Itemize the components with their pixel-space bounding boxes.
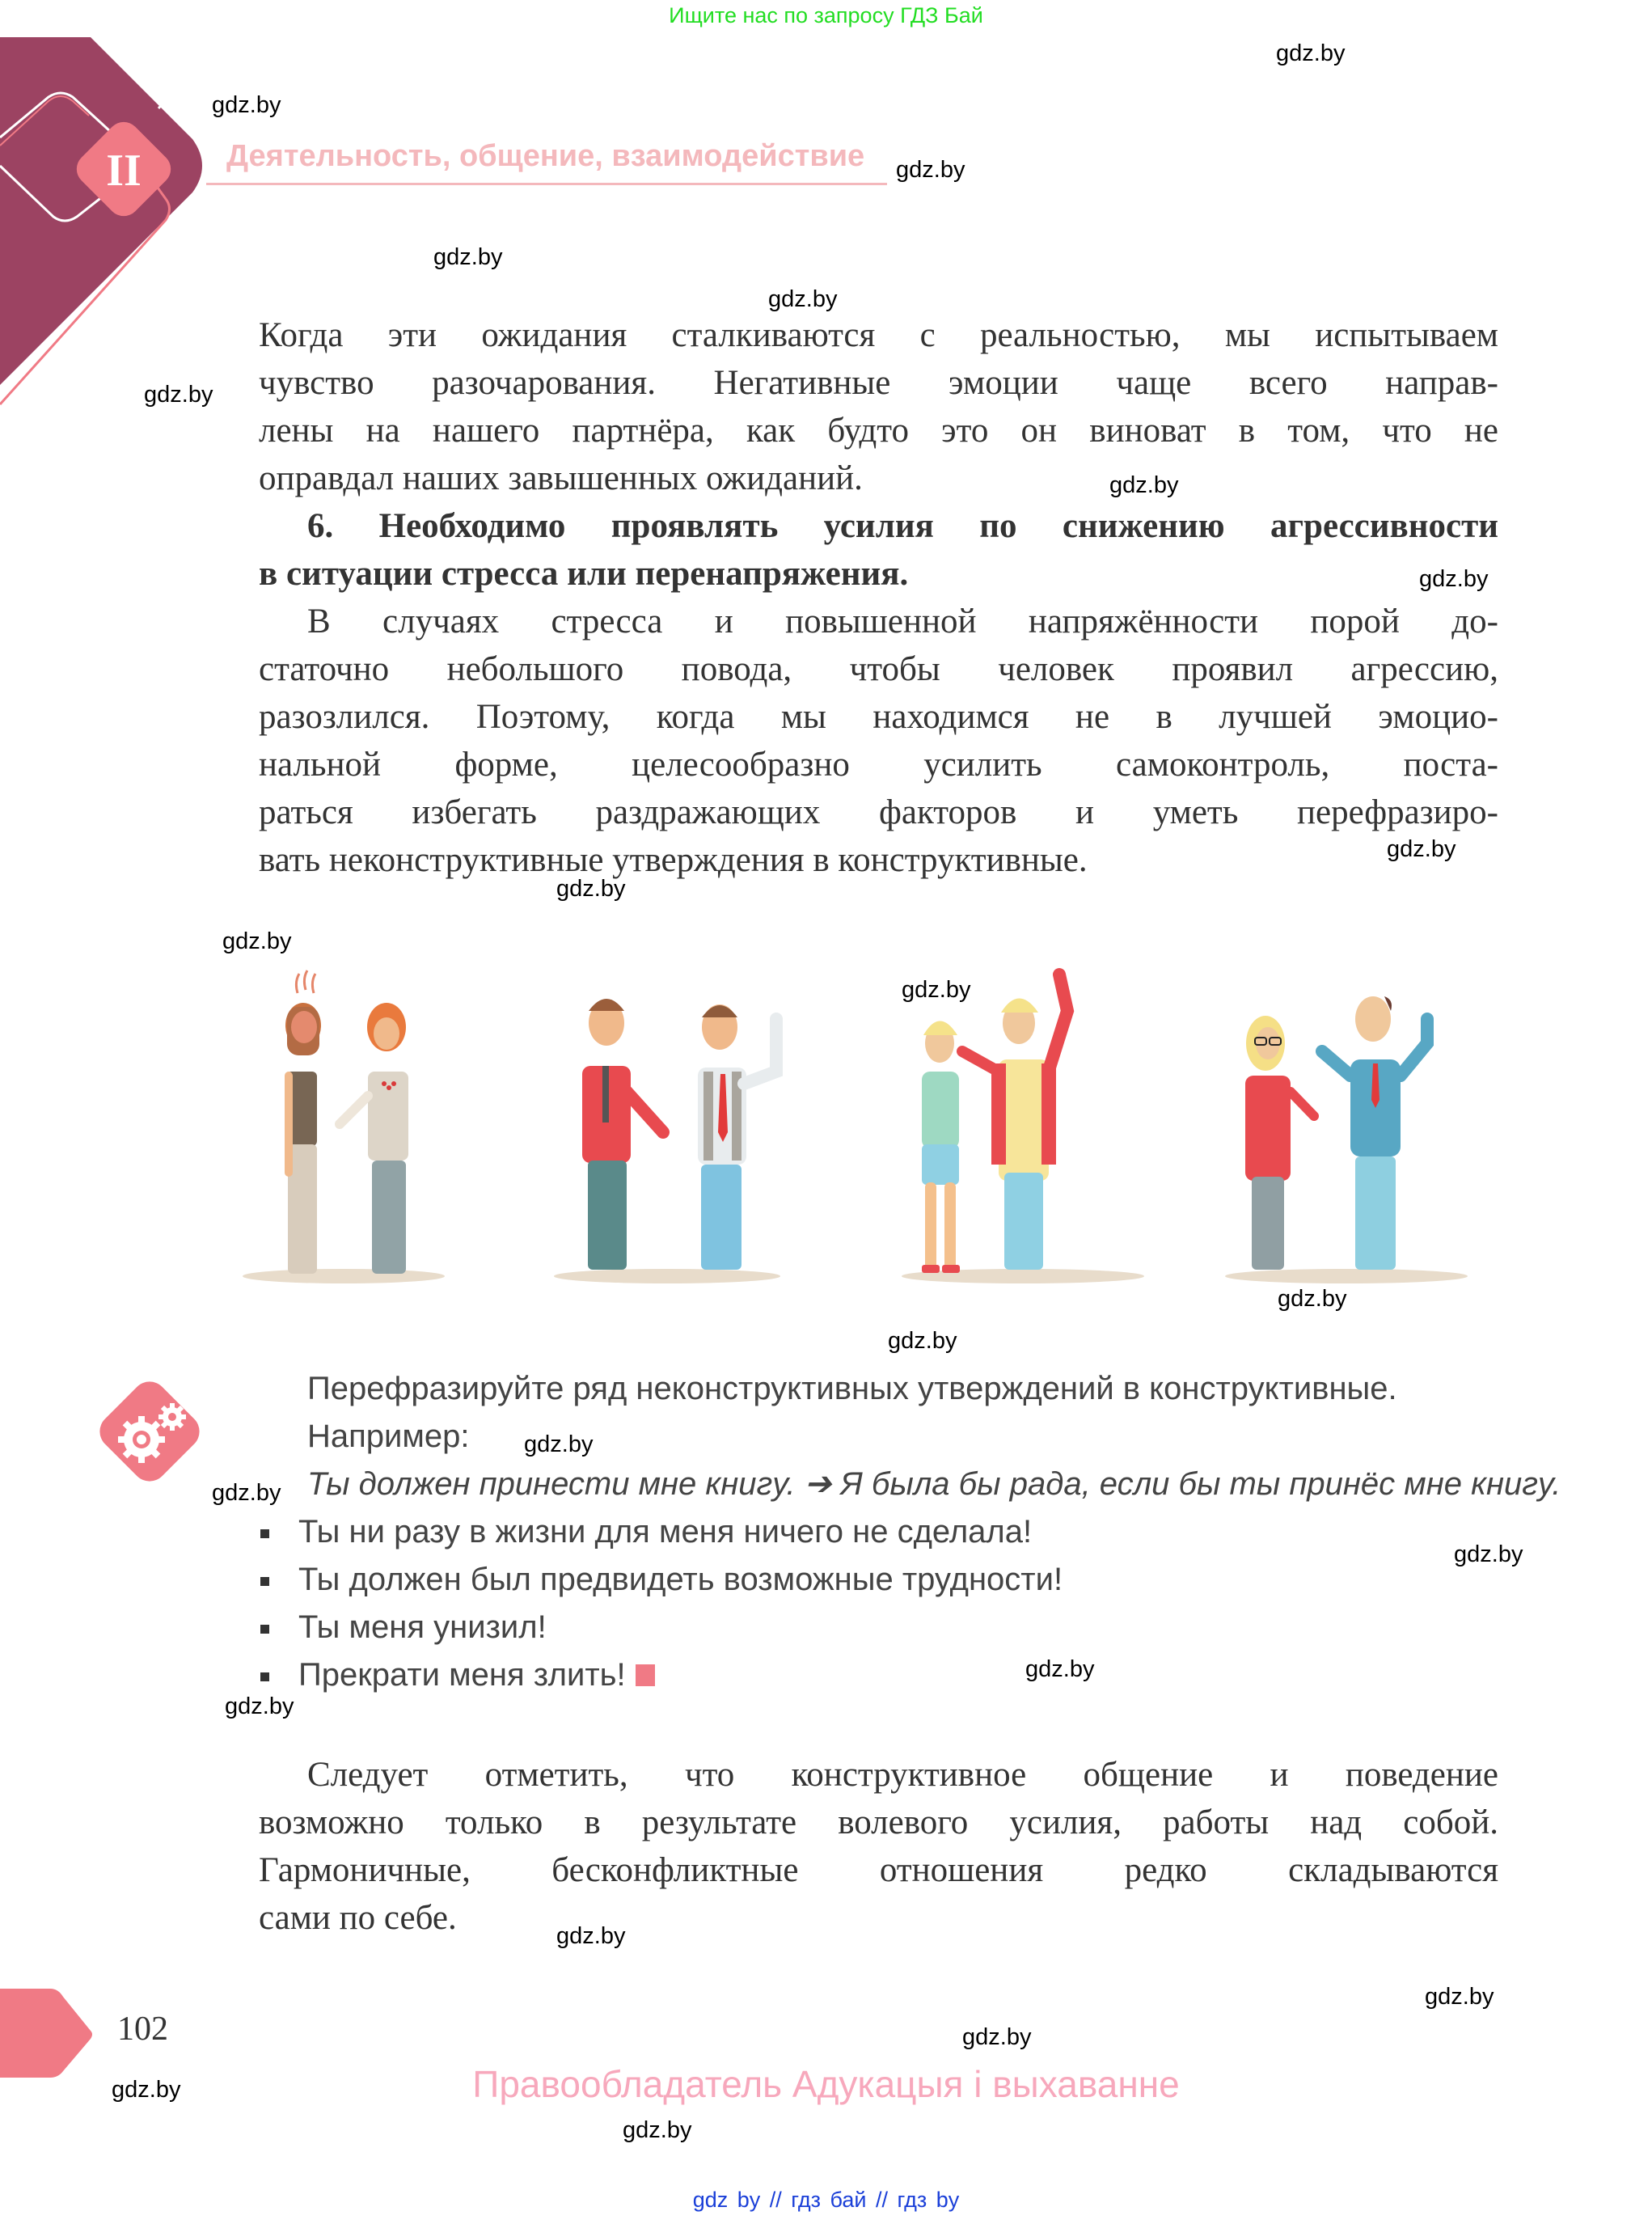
text-line: оправдал наших завышенных ожиданий.: [259, 459, 863, 497]
watermark: gdz.by: [556, 876, 626, 902]
watermark: gdz.by: [222, 928, 292, 954]
watermark: gdz.by: [144, 382, 213, 408]
watermark: gdz.by: [902, 977, 971, 1003]
arrow-right-icon: ➔: [804, 1466, 832, 1502]
task-example: [307, 1461, 1561, 1508]
woman-and-bald-man-arguing: [1225, 996, 1468, 1283]
statement-list: [260, 1508, 1063, 1699]
text-line: возможно только в результате волевого усилия, работы над собой.: [259, 1803, 1498, 1841]
watermark: gdz.by: [623, 2117, 692, 2143]
young-couple-arguing: [902, 975, 1144, 1283]
task-instruction: Перефразируйте ряд неконструктивных утверждений в конструктивные.: [307, 1371, 1397, 1406]
task-example-label: Например:: [307, 1419, 470, 1454]
text-line: в ситуации стресса или перенапряжения.: [259, 555, 909, 593]
list-item-text: Ты ни разу в жизни для меня ничего не сделала!: [298, 1514, 1033, 1550]
watermark: gdz.by: [225, 1693, 294, 1719]
rule-6-heading: [259, 502, 1498, 598]
two-women-arguing: [243, 970, 445, 1283]
text-line: В случаях стресса и повышенной напряжённости порой до-: [307, 603, 1498, 641]
watermark: gdz.by: [1109, 472, 1179, 498]
arguing-people-illustration: [243, 930, 1504, 1302]
text-line: нальной форме, целесообразно усилить самоконтроль, поста-: [259, 746, 1498, 784]
watermark: gdz.by: [524, 1431, 594, 1457]
list-item: [260, 1604, 1063, 1651]
copyright-notice: Правообладатель Адукацыя і выхаванне: [472, 2063, 1180, 2105]
page-number: 102: [117, 2010, 168, 2048]
bullet-icon: [260, 1529, 269, 1538]
watermark: gdz.by: [1425, 1984, 1494, 2010]
gears-icon: [85, 1367, 214, 1496]
text-line: Гармоничные, бесконфликтные отношения редко складываются: [259, 1851, 1498, 1889]
list-item-text: Ты должен был предвидеть возможные трудности!: [298, 1562, 1063, 1597]
watermark: gdz.by: [962, 2024, 1032, 2050]
watermark: gdz.by: [112, 2077, 181, 2103]
text-line: лены на нашего партнёра, как будто это он виноват в том, что не: [259, 412, 1498, 450]
text-line: Следует отметить, что конструктивное общение и поведение: [307, 1756, 1498, 1794]
watermark: gdz.by: [1276, 40, 1346, 66]
bullet-icon: [260, 1625, 269, 1634]
list-item-text: Прекрати меня злить!: [298, 1657, 626, 1693]
list-item: [260, 1556, 1063, 1604]
bullet-icon: [260, 1672, 269, 1681]
chapter-title: Деятельность, общение, взаимодействие: [226, 139, 865, 173]
watermark: gdz.by: [768, 286, 838, 312]
watermark: gdz.by: [556, 1923, 626, 1949]
text-line: вать неконструктивные утверждения в конструктивные.: [259, 841, 1088, 879]
watermark: gdz.by: [896, 157, 965, 183]
paragraph-conclusion: [259, 1751, 1498, 1942]
text-line: раться избегать раздражающих факторов и уметь перефразиро-: [259, 793, 1498, 831]
footer-links[interactable]: gdz by // гдз бай // гдз by: [692, 2188, 960, 2212]
text-line: чувство разочарования. Негативные эмоции чаще всего направ-: [259, 364, 1498, 402]
text-line: сами по себе.: [259, 1899, 457, 1937]
example-nonconstructive: Ты должен принести мне книгу.: [307, 1466, 796, 1502]
watermark: gdz.by: [888, 1328, 957, 1354]
task-block: [307, 1365, 1561, 1508]
list-item: [260, 1651, 1063, 1699]
bullet-icon: [260, 1577, 269, 1586]
end-of-task-marker-icon: [636, 1664, 655, 1686]
chapter-title-underline: [206, 183, 887, 185]
watermark: gdz.by: [1025, 1656, 1095, 1682]
example-constructive: Я была бы рада, если бы ты принёс мне книгу.: [840, 1466, 1561, 1502]
paragraph-stress: [259, 598, 1498, 884]
list-item-text: Ты меня унизил!: [298, 1609, 547, 1645]
watermark: gdz.by: [1454, 1541, 1523, 1567]
watermark: gdz.by: [1278, 1286, 1347, 1312]
chapter-numeral: II: [106, 146, 142, 196]
watermark: gdz.by: [1387, 836, 1456, 862]
text-line: статочно небольшого повода, чтобы человек проявил агрессию,: [259, 650, 1498, 688]
watermark: gdz.by: [212, 92, 281, 118]
chapter-badge: [65, 110, 183, 228]
two-men-arguing: [554, 999, 780, 1283]
watermark: gdz.by: [1419, 566, 1489, 592]
text-line: 6. Необходимо проявлять усилия по снижению агрессивности: [307, 507, 1498, 545]
text-line: Когда эти ожидания сталкиваются с реальностью, мы испытываем: [259, 316, 1498, 354]
text-line: разозлился. Поэтому, когда мы находимся не в лучшей эмоцио-: [259, 698, 1498, 736]
paragraph-expectations: [259, 311, 1498, 502]
search-hint-banner: Ищите нас по запросу ГДЗ Бай: [669, 3, 983, 27]
watermark: gdz.by: [212, 1480, 281, 1506]
list-item: [260, 1508, 1063, 1556]
watermark: gdz.by: [433, 244, 503, 270]
